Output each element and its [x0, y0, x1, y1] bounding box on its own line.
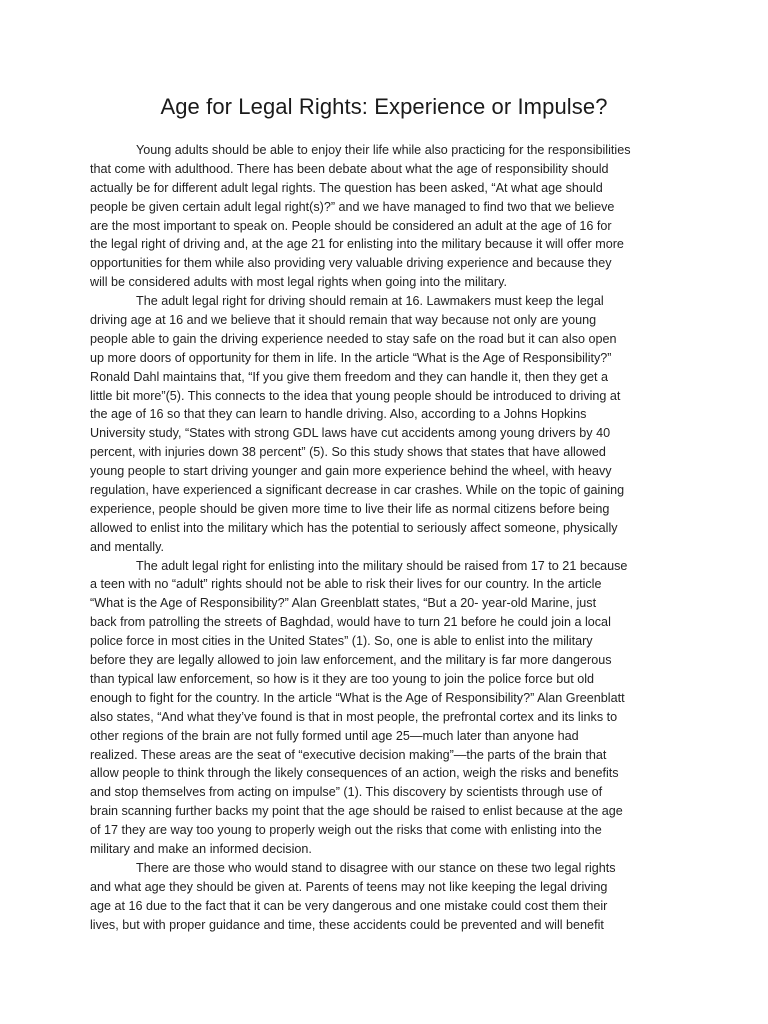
text-line: Ronald Dahl maintains that, “If you give them freedom and they can handle it, then they get a: [90, 369, 609, 384]
text-line: people be given certain adult legal right(s)?” and we have managed to find two that we believe: [90, 199, 615, 214]
text-line: University study, “States with strong GDL laws have cut accidents among young drivers by 40: [90, 426, 611, 441]
text-line: back from patrolling the streets of Baghdad, would have to turn 21 before he could join a local: [90, 615, 611, 630]
text-line: little bit more”(5). This connects to the idea that young people should be introduced to driving at: [90, 388, 621, 403]
text-line: regulation, have experienced a significant decrease in car crashes. While on the topic of gaining: [90, 483, 625, 498]
text-line: realized. These areas are the seat of “executive decision making”—the parts of the brain that: [90, 747, 607, 762]
text-line: young people to start driving younger and gain more experience behind the wheel, with heavy: [90, 464, 612, 479]
text-line: experience, people should be given more time to live their life as normal citizens before being: [90, 501, 610, 516]
text-line: lives, but with proper guidance and time, these accidents could be prevented and will benefit: [90, 917, 604, 932]
text-line: and what age they should be given at. Parents of teens may not like keeping the legal driving: [90, 879, 608, 894]
text-line: up more doors of opportunity for them in life. In the article “What is the Age of Responsibility?”: [90, 350, 612, 365]
text-line: “What is the Age of Responsibility?” Alan Greenblatt states, “But a 20- year-old Marine, just: [90, 596, 597, 611]
text-line: opportunities for them while also providing very valuable driving experience and because they: [90, 256, 612, 271]
paragraph-first-line: The adult legal right for enlisting into the military should be raised from 17 to 21 because: [136, 558, 628, 573]
text-line: police force in most cities in the United States” (1). So, one is able to enlist into the military: [90, 634, 593, 649]
text-line: and mentally.: [90, 539, 164, 554]
text-line: brain scanning further backs my point that the age should be raised to enlist because at the age: [90, 804, 623, 819]
text-line: of 17 they are way too young to properly weigh out the risks that come with enlisting into the: [90, 823, 602, 838]
text-line: that come with adulthood. There has been debate about what the age of responsibility should: [90, 161, 609, 176]
text-line: the legal right of driving and, at the age 21 for enlisting into the military because it will offer more: [90, 237, 624, 252]
text-line: other regions of the brain are not fully formed until age 25—much later than anyone had: [90, 728, 579, 743]
text-line: driving age at 16 and we believe that it should remain that way because not only are young: [90, 313, 597, 328]
text-line: military and make an informed decision.: [90, 841, 312, 856]
text-line: a teen with no “adult” rights should not be able to risk their lives for our country. In the article: [90, 577, 602, 592]
document-body: [90, 141, 700, 934]
document-title: Age for Legal Rights: Experience or Impulse?: [160, 94, 608, 119]
text-line: enough to fight for the country. In the article “What is the Age of Responsibility?” Alan Greenblatt: [90, 690, 625, 705]
text-line: before they are legally allowed to join law enforcement, and the military is far more dangerous: [90, 653, 612, 668]
paragraph-first-line: Young adults should be able to enjoy their life while also practicing for the responsibilities: [136, 143, 631, 157]
paragraph-first-line: The adult legal right for driving should remain at 16. Lawmakers must keep the legal: [136, 294, 604, 309]
text-line: and stop themselves from acting on impulse” (1). This discovery by scientists through use of: [90, 785, 603, 800]
text-line: also states, “And what they’ve found is that in most people, the prefrontal cortex and its links to: [90, 709, 618, 724]
text-line: than typical law enforcement, so how is it they are too young to join the police force but old: [90, 671, 595, 686]
text-line: percent, with injuries down 38 percent” (5). So this study shows that states that have allowed: [90, 445, 606, 460]
text-line: the age of 16 so that they can learn to handle driving. Also, according to a Johns Hopkins: [90, 407, 587, 422]
paragraph-first-line: There are those who would stand to disagree with our stance on these two legal rights: [136, 860, 616, 875]
text-line: age at 16 due to the fact that it can be very dangerous and one mistake could cost them their: [90, 898, 608, 913]
text-line: actually be for different adult legal rights. The question has been asked, “At what age should: [90, 180, 603, 195]
text-line: allowed to enlist into the military which has the potential to seriously affect someone, physically: [90, 520, 618, 535]
text-line: allow people to think through the likely consequences of an action, weigh the risks and benefits: [90, 766, 619, 781]
text-line: will be considered adults with most legal rights when going into the military.: [90, 275, 507, 290]
text-line: people able to gain the driving experience needed to stay safe on the road but it can also open: [90, 331, 617, 346]
text-line: are the most important to speak on. People should be considered an adult at the age of 16 for: [90, 218, 612, 233]
